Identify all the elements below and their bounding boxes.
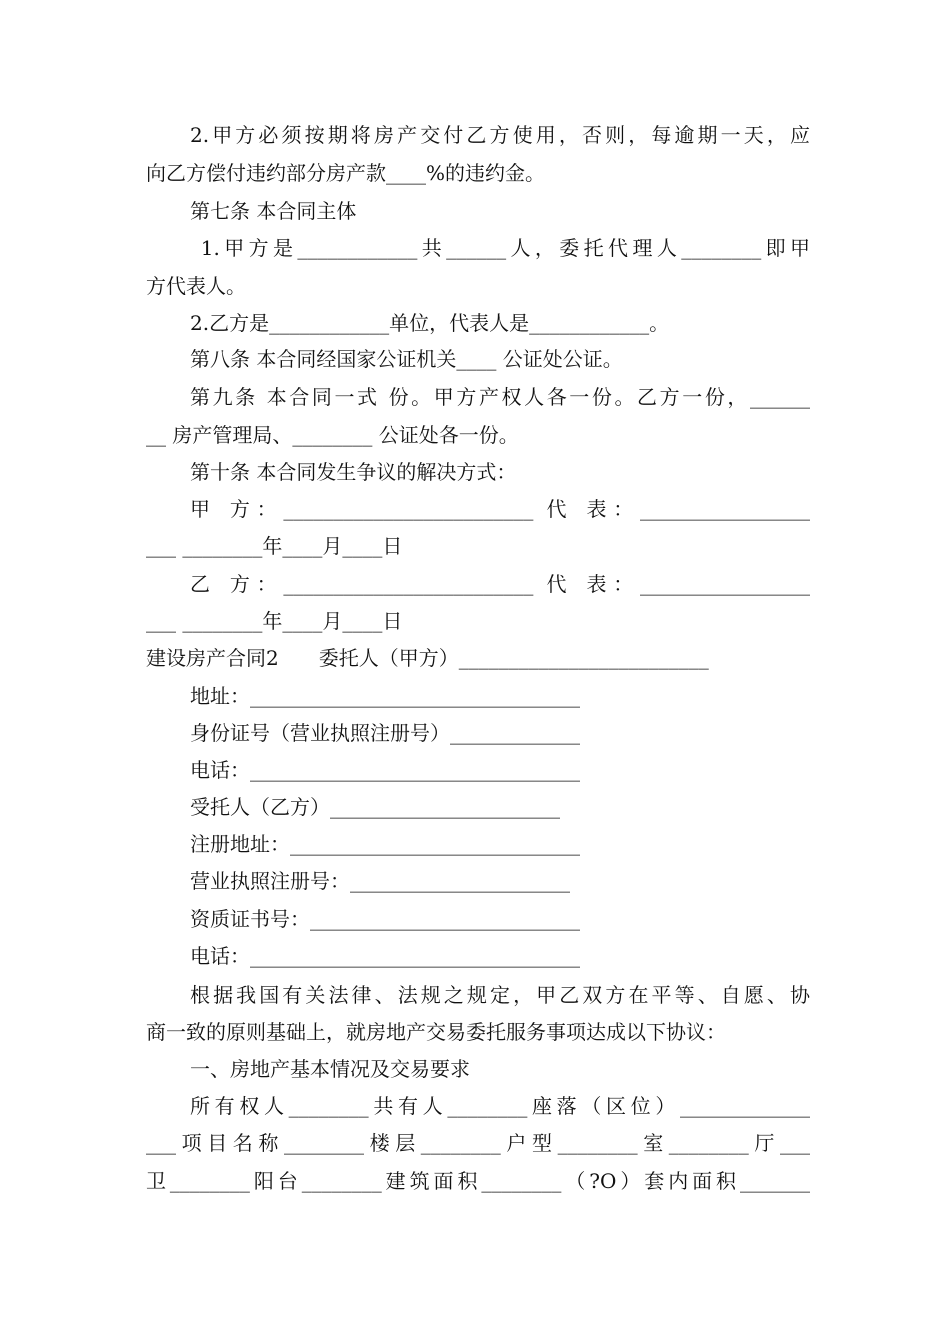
signature-line-party-a: 甲 方：_________________________ 代 表：_________________ [190, 497, 810, 521]
text-line: 1.甲方是____________共______人，委托代理人________即甲 [190, 236, 810, 260]
text-line: 根据我国有关法律、法规之规定，甲乙双方在平等、自愿、协 [190, 983, 810, 1007]
signature-line-party-b: 乙 方：_________________________ 代 表：_________________ [190, 572, 810, 596]
form-field-line: 卫________阳台________建筑面积________（?O）套内面积_______ [146, 1169, 810, 1193]
text-line: 2.乙方是____________单位，代表人是____________。 [190, 311, 670, 335]
text-line: 向乙方偿付违约部分房产款____%的违约金。 [146, 161, 546, 185]
section-heading: 一、房地产基本情况及交易要求 [190, 1057, 470, 1081]
form-field-line: 所有权人________共有人________座落（区位）_____________ [190, 1094, 810, 1118]
text-line: 2.甲方必须按期将房产交付乙方使用，否则，每逾期一天，应 [190, 123, 810, 147]
date-line: ___ ________年____月____日 [146, 609, 403, 633]
text-line: 商一致的原则基础上，就房地产交易委托服务事项达成以下协议： [146, 1020, 726, 1044]
section-heading: 第九条 本合同一式 份。甲方产权人各一份。乙方一份，______ [190, 385, 810, 409]
section-heading: 第八条 本合同经国家公证机关____ 公证处公证。 [190, 347, 623, 371]
form-field-line: 身份证号（营业执照注册号）_____________ [190, 721, 580, 745]
form-field-line: 注册地址：_____________________________ [190, 832, 580, 856]
form-field-line: 电话：_________________________________ [190, 758, 580, 782]
text-line: __ 房产管理局、________ 公证处各一份。 [146, 423, 519, 447]
form-field-line: 受托人（乙方）_______________________ [190, 795, 560, 819]
form-field-line: 地址：_________________________________ [190, 684, 580, 708]
contract-title-line: 建设房产合同2 委托人（甲方）_________________________ [146, 646, 709, 670]
section-heading: 第十条 本合同发生争议的解决方式： [190, 460, 517, 484]
form-field-line: 营业执照注册号：______________________ [190, 869, 570, 893]
form-field-line: 资质证书号：___________________________ [190, 907, 580, 931]
section-heading: 第七条 本合同主体 [190, 199, 357, 223]
text-line: 方代表人。 [146, 274, 246, 298]
form-field-line: 电话：_________________________________ [190, 944, 580, 968]
form-field-line: ___项目名称________楼层________户型________室________厅___ [146, 1131, 810, 1155]
date-line: ___ ________年____月____日 [146, 534, 403, 558]
